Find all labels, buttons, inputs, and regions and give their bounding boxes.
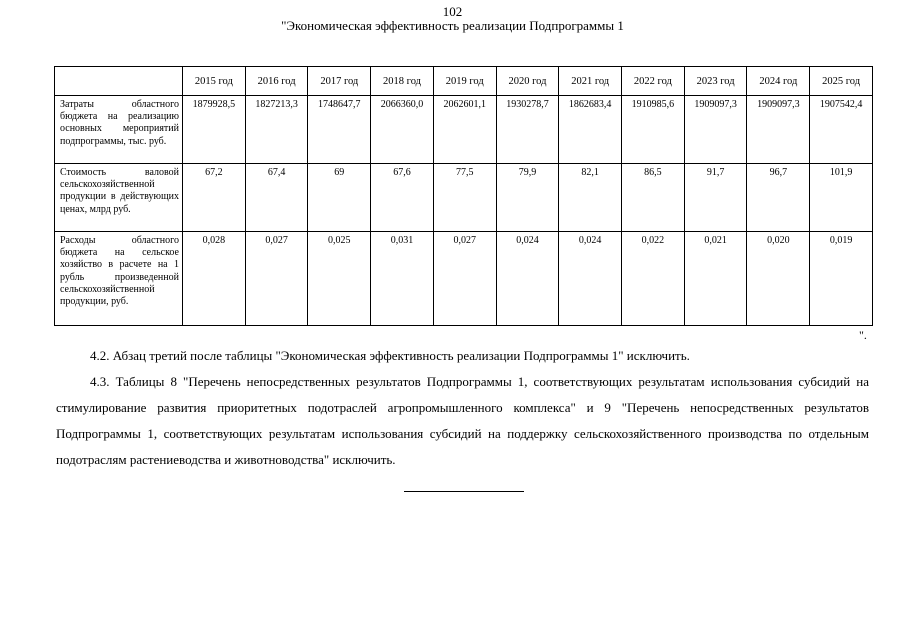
- row-label: Затраты областного бюджета на реализацию основных мероприятий подпрограммы, тыс. руб.: [55, 96, 183, 164]
- table-cell: 0,022: [622, 232, 685, 326]
- table-cell: 1909097,3: [747, 96, 810, 164]
- table-cell: 0,025: [308, 232, 371, 326]
- table-cell: 1907542,4: [810, 96, 873, 164]
- table-row: [55, 164, 873, 232]
- header-year: 2016 год: [245, 67, 308, 96]
- table-cell: 1909097,3: [684, 96, 747, 164]
- table-title: "Экономическая эффективность реализации Подпрограммы 1: [281, 18, 624, 33]
- paragraph-4-2: 4.2. Абзац третий после таблицы "Экономическая эффективность реализации Подпрограммы 1" исключить.: [90, 348, 690, 363]
- table-cell: 96,7: [747, 164, 810, 232]
- header-year: 2021 год: [559, 67, 622, 96]
- table-cell: 0,019: [810, 232, 873, 326]
- table-cell: 0,031: [371, 232, 434, 326]
- table-cell: 91,7: [684, 164, 747, 232]
- table-cell: 2062601,1: [433, 96, 496, 164]
- table-cell: 0,027: [245, 232, 308, 326]
- table-cell: 69: [308, 164, 371, 232]
- header-year: 2024 год: [747, 67, 810, 96]
- table-cell: 101,9: [810, 164, 873, 232]
- header-corner-cell: [55, 67, 183, 96]
- header-year: 2017 год: [308, 67, 371, 96]
- page-number: 102: [442, 4, 463, 19]
- separator-line: [404, 491, 524, 492]
- table-cell: 0,021: [684, 232, 747, 326]
- table-cell: 79,9: [496, 164, 559, 232]
- table-cell: 86,5: [622, 164, 685, 232]
- header-year: 2020 год: [496, 67, 559, 96]
- header-year: 2015 год: [183, 67, 246, 96]
- efficiency-table: [54, 66, 873, 326]
- table-cell: 0,020: [747, 232, 810, 326]
- paragraph-4-3: 4.3. Таблицы 8 "Перечень непосредственных результатов Подпрограммы 1, соответствующих результатам использования субсидий на стимулирование развития приоритетных подотраслей агропромышленного комплекса" и 9 "Перечень непосредственных результатов Подпрограммы 1, соответствующих результатам использования субсидий на поддержку сельскохозяйственного производства по отдельным подотраслям растениеводства и животноводства" исключить.: [56, 374, 869, 467]
- table-cell: 67,6: [371, 164, 434, 232]
- header-year: 2022 год: [622, 67, 685, 96]
- table-cell: 0,024: [559, 232, 622, 326]
- table-cell: 0,027: [433, 232, 496, 326]
- table-cell: 1748647,7: [308, 96, 371, 164]
- table-cell: 1827213,3: [245, 96, 308, 164]
- table-cell: 0,028: [183, 232, 246, 326]
- table-cell: 2066360,0: [371, 96, 434, 164]
- table-row: [55, 96, 873, 164]
- table-cell: 0,024: [496, 232, 559, 326]
- table-cell: 1862683,4: [559, 96, 622, 164]
- row-label: Стоимость валовой сельскохозяйственной продукции в действующих ценах, млрд руб.: [55, 164, 183, 232]
- table-cell: 1879928,5: [183, 96, 246, 164]
- header-year: 2019 год: [433, 67, 496, 96]
- table-cell: 77,5: [433, 164, 496, 232]
- table-cell: 67,2: [183, 164, 246, 232]
- table-cell: 1930278,7: [496, 96, 559, 164]
- table-header-row: [55, 67, 873, 96]
- header-year: 2023 год: [684, 67, 747, 96]
- row-label: Расходы областного бюджета на сельское хозяйство в расчете на 1 рубль произведенной сельскохозяйственной продукции, руб.: [55, 232, 183, 326]
- table-cell: 67,4: [245, 164, 308, 232]
- table-cell: 1910985,6: [622, 96, 685, 164]
- table-row: [55, 232, 873, 326]
- header-year: 2025 год: [810, 67, 873, 96]
- table-closing-quote: ".: [859, 328, 867, 342]
- table-cell: 82,1: [559, 164, 622, 232]
- header-year: 2018 год: [371, 67, 434, 96]
